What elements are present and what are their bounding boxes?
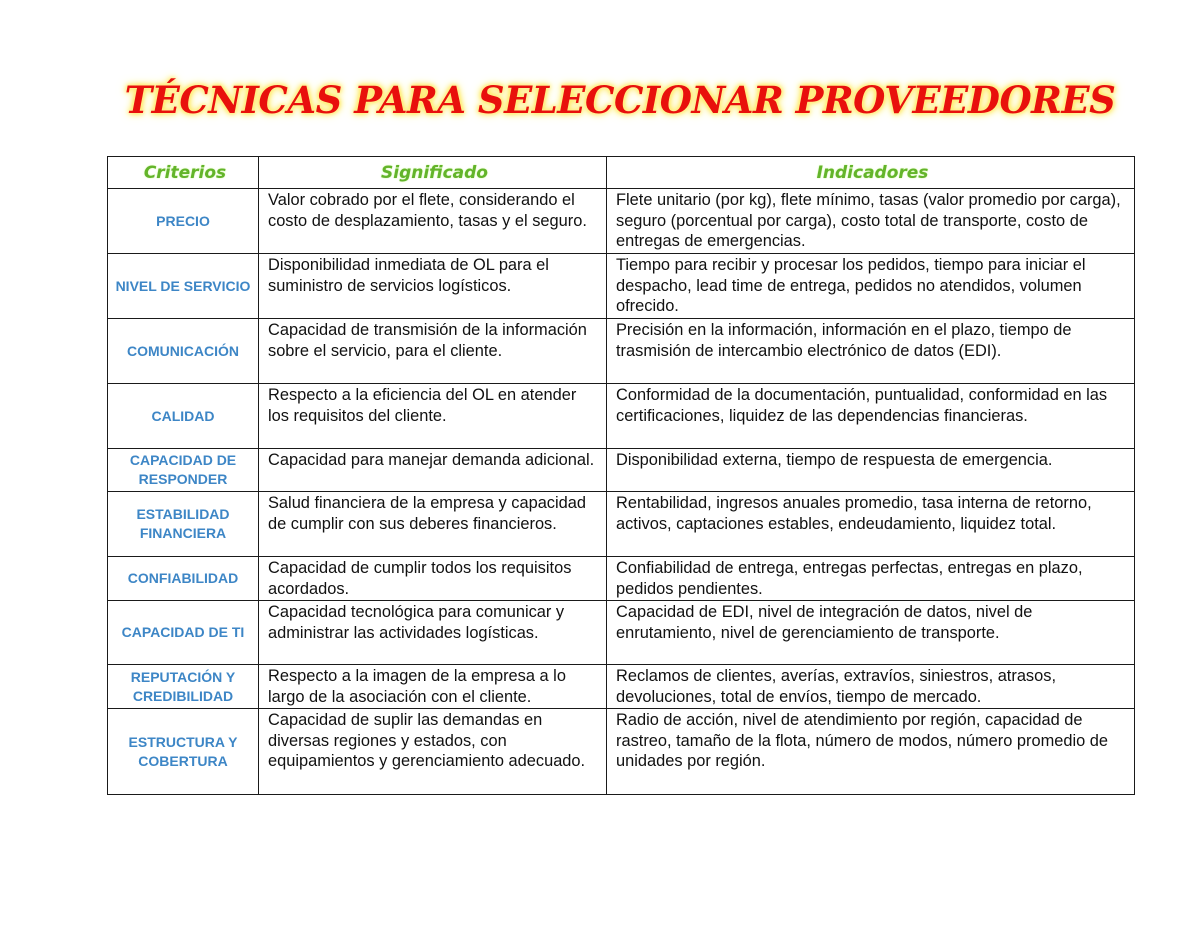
table-row: [108, 665, 1135, 709]
indicators-cell: Tiempo para recibir y procesar los pedidos, tiempo para iniciar el despacho, lead time de entrega, pedidos no atendidos, volumen ofrecido.: [607, 254, 1135, 319]
meaning-cell: Capacidad de transmisión de la información sobre el servicio, para el cliente.: [259, 319, 607, 384]
criterion-cell: NIVEL DE SERVICIO: [108, 254, 259, 319]
meaning-cell: Capacidad tecnológica para comunicar y administrar las actividades logísticas.: [259, 601, 607, 665]
indicators-cell: Flete unitario (por kg), flete mínimo, tasas (valor promedio por carga), seguro (porcentual por carga), costo total de transporte, costo de entregas de emergencias.: [607, 189, 1135, 254]
indicators-cell: Rentabilidad, ingresos anuales promedio, tasa interna de retorno, activos, captaciones estables, endeudamiento, liquidez total.: [607, 492, 1135, 557]
criterion-cell: PRECIO: [108, 189, 259, 254]
indicators-cell: Disponibilidad externa, tiempo de respuesta de emergencia.: [607, 449, 1135, 492]
table-row: [108, 709, 1135, 795]
table-row: [108, 189, 1135, 254]
meaning-cell: Respecto a la imagen de la empresa a lo largo de la asociación con el cliente.: [259, 665, 607, 709]
meaning-cell: Capacidad para manejar demanda adicional.: [259, 449, 607, 492]
meaning-cell: Respecto a la eficiencia del OL en atender los requisitos del cliente.: [259, 384, 607, 449]
criteria-table: [107, 156, 1135, 795]
header-indicadores: Indicadores: [607, 157, 1135, 189]
criterion-cell: REPUTACIÓN Y CREDIBILIDAD: [108, 665, 259, 709]
table-row: [108, 384, 1135, 449]
table-row: [108, 557, 1135, 601]
criterion-cell: CAPACIDAD DE RESPONDER: [108, 449, 259, 492]
indicators-cell: Confiabilidad de entrega, entregas perfectas, entregas en plazo, pedidos pendientes.: [607, 557, 1135, 601]
indicators-cell: Precisión en la información, información en el plazo, tiempo de trasmisión de intercambio electrónico de datos (EDI).: [607, 319, 1135, 384]
header-significado: Significado: [259, 157, 607, 189]
meaning-cell: Valor cobrado por el flete, considerando el costo de desplazamiento, tasas y el seguro.: [259, 189, 607, 254]
header-criterios: Criterios: [108, 157, 259, 189]
criterion-cell: COMUNICACIÓN: [108, 319, 259, 384]
meaning-cell: Capacidad de cumplir todos los requisitos acordados.: [259, 557, 607, 601]
criterion-cell: CONFIABILIDAD: [108, 557, 259, 601]
indicators-cell: Reclamos de clientes, averías, extravíos, siniestros, atrasos, devoluciones, total de envíos, tiempo de mercado.: [607, 665, 1135, 709]
criterion-cell: CAPACIDAD DE TI: [108, 601, 259, 665]
table-row: [108, 449, 1135, 492]
indicators-cell: Radio de acción, nivel de atendimiento por región, capacidad de rastreo, tamaño de la flota, número de modos, número promedio de unidades por región.: [607, 709, 1135, 795]
criterion-cell: ESTABILIDAD FINANCIERA: [108, 492, 259, 557]
table-row: [108, 601, 1135, 665]
criterion-cell: CALIDAD: [108, 384, 259, 449]
criterion-cell: ESTRUCTURA Y COBERTURA: [108, 709, 259, 795]
page-title: TÉCNICAS PARA SELECCIONAR PROVEEDORES: [124, 78, 1116, 122]
table-row: [108, 319, 1135, 384]
table-row: [108, 492, 1135, 557]
meaning-cell: Salud financiera de la empresa y capacidad de cumplir con sus deberes financieros.: [259, 492, 607, 557]
table-header-row: [108, 157, 1135, 189]
table-row: [108, 254, 1135, 319]
meaning-cell: Capacidad de suplir las demandas en diversas regiones y estados, con equipamientos y gerenciamiento adecuado.: [259, 709, 607, 795]
meaning-cell: Disponibilidad inmediata de OL para el suministro de servicios logísticos.: [259, 254, 607, 319]
indicators-cell: Conformidad de la documentación, puntualidad, conformidad en las certificaciones, liquidez de las dependencias financieras.: [607, 384, 1135, 449]
indicators-cell: Capacidad de EDI, nivel de integración de datos, nivel de enrutamiento, nivel de gerenciamiento de transporte.: [607, 601, 1135, 665]
